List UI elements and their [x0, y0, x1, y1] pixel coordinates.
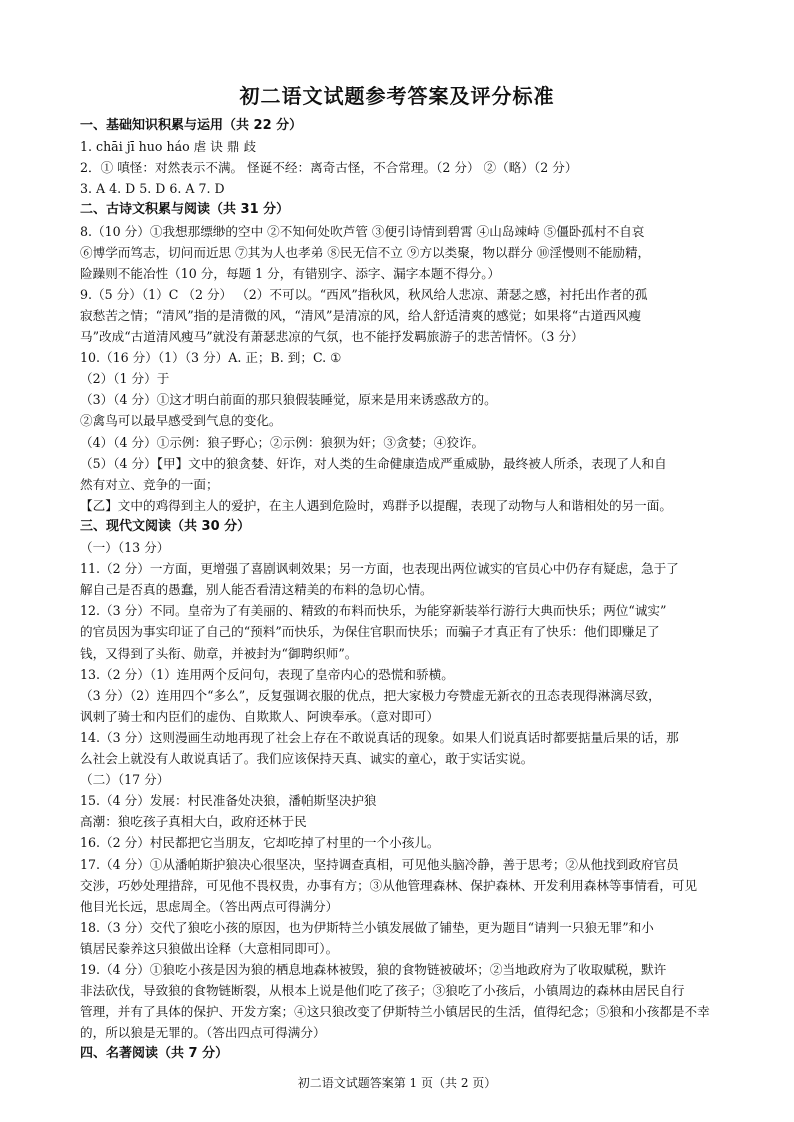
answer-line: 19.（4 分）①狼吃小孩是因为狼的栖息地森林被毁，狼的食物链被破坏；②当地政府为了收取赋税，默许 — [80, 962, 667, 977]
page-footer: 初二语文试题答案第 1 页（共 2 页） — [297, 1075, 497, 1090]
answer-line: 非法砍伐，导致狼的食物链断裂，从根本上说是他们吃了孩子；③狼吃了小孩后，小镇周边的森林由居民自行 — [80, 983, 685, 999]
answer-line: 2．① 嗔怪：对然表示不满。 怪诞不经：离奇古怪，不合常理。（2 分） ②（略）（2 分） — [80, 160, 578, 176]
answer-line: 解自己是否真的愚蠢，别人能否看清这精美的布料的急切心情。 — [80, 582, 433, 598]
answer-line: 13.（2 分）（1）连用两个反问句，表现了皇帝内心的恐慌和骄横。 — [80, 666, 454, 682]
answer-line: 险躁则不能冶性（10 分，每题 1 分，有错别字、添字、漏字本题不得分。） — [80, 265, 501, 281]
answer-line: 8.（10 分）①我想那缥缈的空中 ②不知何处吹芦管 ③便引诗情到碧霄 ④山岛竦峙 ⑤僵卧孤村不自哀 — [80, 223, 645, 239]
answer-line: （二）（17 分） — [80, 772, 170, 788]
answer-line: 1. chāi jī huo háo 虐 诀 鼎 歧 — [80, 139, 257, 155]
answer-line: ⑥博学而笃志，切问而近思 ⑦其为人也孝弟 ⑧民无信不立 ⑨方以类聚，物以群分 ⑩淫慢则不能励精， — [80, 244, 651, 260]
section-heading-4: 四、名著阅读（共 7 分） — [80, 1046, 229, 1062]
answer-line: 讽刺了骑士和内臣们的虚伪、自欺欺人、阿谀奉承。（意对即可） — [80, 708, 439, 724]
answer-line: ②禽鸟可以最早感受到气息的变化。 — [80, 413, 282, 429]
answer-line: 18.（3 分）交代了狼吃小孩的原因，也为伊斯特兰小镇发展做了铺垫，更为题目“请判一只狼无罪”和小 — [80, 919, 654, 935]
answer-line: （2）（1 分）于 — [80, 371, 170, 387]
answer-line: （一）（13 分） — [80, 540, 170, 555]
answer-line: 然有对立、竞争的一面； — [80, 476, 219, 492]
answer-line: 的官员因为事实印证了自己的“预料”而快乐，为保住官职而快乐；而骗子才真正有了快乐：他们即赚足了 — [80, 624, 660, 640]
answer-line: 12.（3 分）不同。皇帝为了有美丽的、精致的布料而快乐，为能穿新装举行游行大典而快乐；两位“诚实” — [80, 603, 667, 619]
answer-line: （5）（4 分）【甲】文中的狼贪婪、奸诈，对人类的生命健康造成严重威胁，最终被人所杀，表现了人和自 — [80, 455, 667, 471]
answer-line: 的，所以狼是无罪的。（答出四点可得满分） — [80, 1025, 326, 1041]
answer-line: 管理，并有了具体的保护、开发方案；④这只狼改变了伊斯特兰小镇居民的生活，值得纪念；⑤狼和小孩都是不幸 — [80, 1004, 710, 1020]
answer-line: 么社会上就没有人敢说真话了。我们应该保持天真、诚实的童心，敢于实话实说。 — [80, 751, 534, 766]
answer-line: 11.（2 分）一方面，更增强了喜剧讽刺效果；另一方面，也表现出两位诚实的官员心中仍存有疑虑，急于了 — [80, 561, 679, 577]
answer-line: 17.（4 分）①从潘帕斯护狼决心很坚决，坚持调查真相，可见他头脑冷静，善于思考；②从他找到政府官员 — [80, 856, 679, 872]
answer-line: 10.（16 分）（1）（3 分）A. 正；B. 到；C. ① — [80, 350, 342, 366]
answer-line: 钱，又得到了头衔、勋章，并被封为“御聘织师”。 — [80, 645, 358, 661]
section-heading-2: 二、古诗文积累与阅读（共 31 分） — [80, 202, 290, 218]
answer-line: 14.（3 分）这则漫画生动地再现了社会上存在不敢说真话的现象。如果人们说真话时都要掂量后果的话，那 — [80, 729, 679, 745]
answer-line: 9.（5 分）（1）C （2 分） （2）不可以。“西风”指秋风，秋风给人悲凉、萧瑟之感，衬托出作者的孤 — [80, 286, 648, 302]
section-heading-1: 一、基础知识积累与运用（共 22 分） — [80, 118, 303, 133]
answer-line: 16.（2 分）村民都把它当朋友，它却吃掉了村里的一个小孩儿。 — [80, 835, 440, 851]
answer-line: 交涉，巧妙处理措辞，可见他不畏权贵，办事有方；③从他管理森林、保护森林、开发利用森林等事情看，可见 — [80, 877, 698, 893]
answer-line: 【乙】文中的鸡得到主人的爱护，在主人遇到危险时，鸡群予以提醒，表现了动物与人和谐相处的另一面。 — [80, 497, 672, 513]
answer-line: 镇居民豢养这只狼做出诠释（大意相同即可）。 — [80, 940, 339, 956]
answer-line: 3. A 4. D 5. D 6. A 7. D — [80, 181, 225, 197]
answer-line: 马”改成“古道清风瘦马”就没有萧瑟悲凉的气氛，也不能抒发羁旅游子的悲苦情怀。（3 分） — [80, 329, 584, 344]
answer-line: （4）（4 分）①示例：狼子野心；②示例：狼狈为奸；③贪婪；④狡诈。 — [80, 434, 485, 450]
answer-line: 15.（4 分）发展：村民准备处决狼，潘帕斯坚决护狼 — [80, 793, 377, 809]
page-title: 初二语文试题参考答案及评分标准 — [239, 84, 555, 108]
answer-line: 高潮：狼吃孩子真相大白，政府还林于民 — [80, 814, 307, 830]
answer-line: 寂愁苦之情；“清风”指的是清微的风，“清风”是清凉的风，给人舒适清爽的感觉；如果将“古道西风瘦 — [80, 307, 642, 323]
answer-line: 他目光长远，思虑周全。（答出两点可得满分） — [80, 898, 339, 914]
answer-line: （3 分）（2）连用四个“多么”，反复强调衣服的优点，把大家极力夸赞虚无新衣的丑态表现得淋漓尽致， — [80, 687, 661, 703]
answer-line: （3）（4 分）①这才明白前面的那只狼假装睡觉，原来是用来诱惑敌方的。 — [80, 392, 497, 408]
section-heading-3: 三、现代文阅读（共 30 分） — [80, 518, 251, 534]
